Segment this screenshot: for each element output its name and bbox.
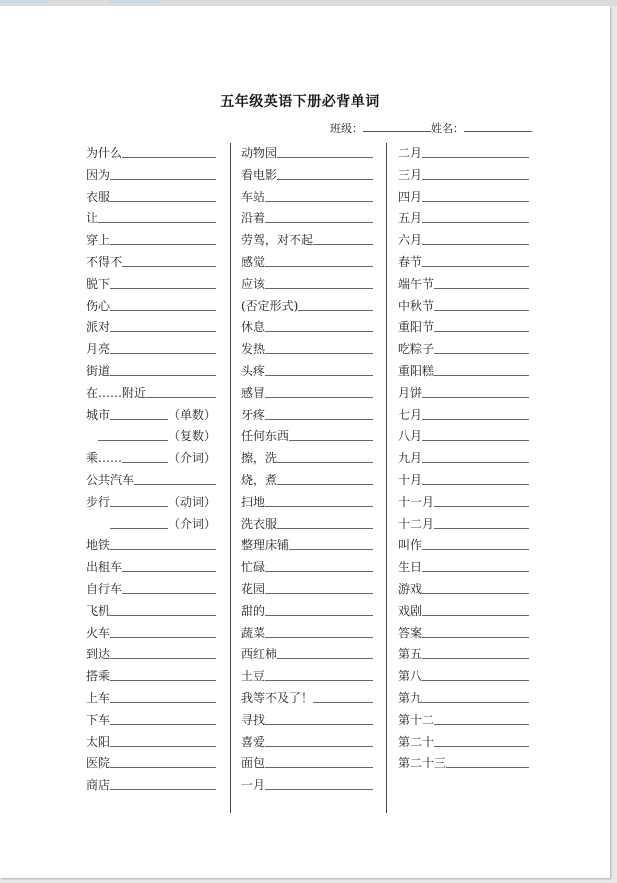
word-label: 为什么 [86,146,123,160]
word-label: 第二十三 [398,756,447,771]
answer-blank[interactable] [265,579,373,594]
word-note: （介词） [167,516,216,531]
answer-blank[interactable] [422,666,529,681]
word-row [398,601,533,623]
name-label: 姓名： [431,122,464,135]
answer-blank[interactable] [422,535,529,550]
word-label: 忙碌 [241,560,266,575]
answer-blank[interactable] [110,317,216,332]
word-label: 下车 [86,712,111,727]
word-row [398,666,533,688]
word-label: 第十二 [398,712,435,727]
word-row [86,274,221,296]
word-row [241,514,379,536]
word-row [241,230,379,252]
word-row [398,339,533,361]
word-row [241,361,379,383]
word-row [398,187,533,209]
word-row [241,426,379,448]
word-label: 第五 [398,647,423,662]
answer-blank[interactable] [110,361,216,376]
word-row [241,296,379,318]
answer-blank[interactable] [422,688,529,703]
word-row [86,470,221,492]
word-row [398,252,533,274]
word-row [398,710,533,732]
word-label: 中秋节 [398,298,435,313]
word-label: 十二月 [398,516,435,531]
word-label: 月亮 [86,342,111,357]
word-label: 街道 [86,363,111,378]
word-row [398,143,533,165]
word-row [398,732,533,754]
word-label: 第八 [398,669,423,684]
word-row [241,274,379,296]
answer-blank[interactable] [313,688,373,703]
word-label: 步行 [86,494,111,509]
word-row [241,666,379,688]
word-row [241,557,379,579]
word-row [86,187,221,209]
word-label: 应该 [241,276,266,291]
answer-blank[interactable] [313,230,373,245]
word-label: 整理床铺 [241,538,290,553]
word-label: 因为 [86,167,111,182]
answer-blank[interactable] [265,187,373,202]
word-row [241,644,379,666]
word-row [398,557,533,579]
word-label: 第二十 [398,734,435,749]
answer-blank[interactable] [422,470,529,485]
answer-blank[interactable] [265,208,373,223]
word-label: 戏剧 [398,603,423,618]
word-label: 十月 [398,472,423,487]
class-blank[interactable] [363,121,431,132]
answer-blank[interactable] [98,426,168,441]
column-divider [386,143,387,813]
word-label: 车站 [241,189,266,204]
word-label: 感冒 [241,385,266,400]
answer-blank[interactable] [265,339,373,354]
answer-blank[interactable] [422,557,529,572]
word-label: 擦，洗 [241,451,278,466]
word-row [86,601,221,623]
answer-blank[interactable] [110,535,216,550]
word-label: 太阳 [86,734,111,749]
word-row [86,143,221,165]
answer-blank[interactable] [110,296,216,311]
word-label: 我等不及了！ [241,690,314,705]
word-row [398,448,533,470]
word-row [398,165,533,187]
word-label: 九月 [398,451,423,466]
word-note: （单数） [167,407,216,422]
word-row [86,710,221,732]
word-label: 沿着 [241,211,266,226]
word-label: 寻找 [241,712,266,727]
word-row [398,296,533,318]
word-row [86,383,221,405]
word-label: 自行车 [86,581,123,596]
word-row [86,557,221,579]
word-row [398,383,533,405]
answer-blank[interactable] [422,165,529,180]
answer-blank[interactable] [110,187,216,202]
word-label: 出租车 [86,560,123,575]
answer-blank[interactable] [277,644,373,659]
word-label: 商店 [86,778,111,793]
word-row [398,623,533,645]
word-row [398,426,533,448]
word-label: 在……附近 [86,385,147,400]
word-row [241,317,379,339]
answer-blank[interactable] [110,165,216,180]
word-label: 六月 [398,233,423,248]
word-label: 甜的 [241,603,266,618]
word-label: 八月 [398,429,423,444]
word-label: 春节 [398,254,423,269]
word-label: 伤心 [86,298,111,313]
word-row [86,732,221,754]
viewer-tab[interactable] [0,0,48,3]
answer-blank[interactable] [434,274,529,289]
answer-blank[interactable] [446,753,529,768]
word-label: 花园 [241,581,266,596]
answer-blank[interactable] [422,252,529,267]
answer-blank[interactable] [265,252,373,267]
word-row [86,492,221,514]
answer-blank[interactable] [277,514,373,529]
word-column-1 [86,143,221,797]
answer-blank[interactable] [422,143,529,158]
word-row [86,688,221,710]
word-label: 衣服 [86,189,111,204]
word-label: 十一月 [398,494,435,509]
word-row [398,644,533,666]
answer-blank[interactable] [265,775,373,790]
answer-blank[interactable] [277,470,373,485]
word-label: 三月 [398,167,423,182]
word-label: 生日 [398,560,423,575]
class-label: 班级： [330,122,363,135]
word-row [86,623,221,645]
answer-blank[interactable] [422,208,529,223]
name-blank[interactable] [464,121,532,132]
answer-blank[interactable] [265,361,373,376]
word-row [241,405,379,427]
answer-blank[interactable] [110,230,216,245]
answer-blank[interactable] [422,448,529,463]
answer-blank[interactable] [110,688,216,703]
word-row [86,775,221,797]
word-row [398,535,533,557]
answer-blank[interactable] [110,732,216,747]
word-note: （动词） [167,494,216,509]
word-label: 发热 [241,342,266,357]
answer-blank[interactable] [434,361,529,376]
answer-blank[interactable] [434,317,529,332]
answer-blank[interactable] [277,448,373,463]
word-label: 喜爱 [241,734,266,749]
word-label: 看电影 [241,167,278,182]
answer-blank[interactable] [110,405,168,420]
answer-blank[interactable] [277,165,373,180]
answer-blank[interactable] [110,339,216,354]
word-row [241,470,379,492]
word-label: 重阳节 [398,320,435,335]
word-row [86,514,221,536]
answer-blank[interactable] [110,601,216,616]
word-row [86,426,221,448]
answer-blank[interactable] [434,339,529,354]
word-label: 土豆 [241,669,266,684]
word-label: 四月 [398,189,423,204]
answer-blank[interactable] [434,732,529,747]
word-label: 到达 [86,647,111,662]
word-row [241,710,379,732]
word-label: 派对 [86,320,111,335]
word-row [398,514,533,536]
answer-blank[interactable] [265,405,373,420]
answer-blank[interactable] [265,601,373,616]
word-row [86,753,221,775]
word-label: 乘…… [86,451,123,466]
word-label: 休息 [241,320,266,335]
word-note: （复数） [167,429,216,444]
word-label: 劳驾，对不起 [241,233,314,248]
word-row [241,688,379,710]
word-note: （介词） [167,451,216,466]
word-row [86,666,221,688]
word-row [86,644,221,666]
word-row [86,317,221,339]
answer-blank[interactable] [434,492,529,507]
answer-blank[interactable] [289,426,373,441]
word-label: 重阳糕 [398,363,435,378]
word-row [241,165,379,187]
word-label: 穿上 [86,233,111,248]
answer-blank[interactable] [277,143,373,158]
word-row [86,448,221,470]
word-row [398,274,533,296]
word-row [86,296,221,318]
word-row [241,208,379,230]
word-row [241,753,379,775]
word-row [241,339,379,361]
word-label: 一月 [241,778,266,793]
answer-blank[interactable] [110,775,216,790]
word-row [86,535,221,557]
answer-blank[interactable] [289,535,373,550]
answer-blank[interactable] [422,405,529,420]
word-row [241,143,379,165]
word-row [241,492,379,514]
answer-blank[interactable] [265,317,373,332]
word-row [398,208,533,230]
word-label: 火车 [86,625,111,640]
word-label: 上车 [86,690,111,705]
word-column-2 [241,143,379,797]
answer-blank[interactable] [434,514,529,529]
word-row [86,405,221,427]
answer-blank[interactable] [265,753,373,768]
word-row [241,601,379,623]
word-label: 月饼 [398,385,423,400]
answer-blank[interactable] [122,252,216,267]
answer-blank[interactable] [122,557,216,572]
word-row [241,187,379,209]
answer-blank[interactable] [422,601,529,616]
word-label: 西红柿 [241,647,278,662]
word-label: 吃粽子 [398,342,435,357]
word-row [398,688,533,710]
word-label: 牙疼 [241,407,266,422]
word-row [86,579,221,601]
answer-blank[interactable] [110,623,216,638]
word-row [241,383,379,405]
word-label: 叫作 [398,538,423,553]
word-label: 二月 [398,146,423,160]
word-row [86,252,221,274]
word-column-3 [398,143,533,775]
answer-blank[interactable] [265,710,373,725]
answer-blank[interactable] [98,208,216,223]
word-label: 面包 [241,756,266,771]
answer-blank[interactable] [265,557,373,572]
word-row [398,230,533,252]
word-label: 任何东西 [241,429,290,444]
word-label: 头疼 [241,363,266,378]
page-title: 五年级英语下册必背单词 [220,94,380,110]
word-label: 第九 [398,690,423,705]
answer-blank[interactable] [265,274,373,289]
answer-blank[interactable] [422,383,529,398]
class-name-line [330,120,532,136]
answer-blank[interactable] [422,644,529,659]
word-row [398,579,533,601]
answer-blank[interactable] [134,470,216,485]
answer-blank[interactable] [110,666,216,681]
word-label: 扫地 [241,494,266,509]
word-label: 城市 [86,407,111,422]
answer-blank[interactable] [298,296,373,311]
word-label: 游戏 [398,581,423,596]
word-row [398,492,533,514]
answer-blank[interactable] [122,143,216,158]
answer-blank[interactable] [110,753,216,768]
document-page [0,6,610,878]
answer-blank[interactable] [265,666,373,681]
answer-blank[interactable] [122,448,168,463]
word-label: 感觉 [241,254,266,269]
word-row [86,230,221,252]
word-label: 公共汽车 [86,472,135,487]
answer-blank[interactable] [146,383,216,398]
word-label: 脱下 [86,276,111,291]
word-label: 飞机 [86,603,111,618]
word-label: 蔬菜 [241,625,266,640]
answer-blank[interactable] [434,296,529,311]
word-label: 五月 [398,211,423,226]
column-divider [230,143,231,813]
word-row [398,470,533,492]
answer-blank[interactable] [110,710,216,725]
word-row [241,732,379,754]
word-row [398,361,533,383]
answer-blank[interactable] [110,274,216,289]
answer-blank[interactable] [422,623,529,638]
word-row [86,361,221,383]
word-label: 动物园 [241,146,278,160]
word-label: 答案 [398,625,423,640]
answer-blank[interactable] [265,492,373,507]
word-row [241,535,379,557]
word-label: 让 [86,211,99,226]
word-label: 医院 [86,756,111,771]
word-row [241,448,379,470]
answer-blank[interactable] [265,732,373,747]
answer-blank[interactable] [422,426,529,441]
word-label: 搭乘 [86,669,111,684]
answer-blank[interactable] [422,187,529,202]
answer-blank[interactable] [122,579,216,594]
word-row [398,753,533,775]
answer-blank[interactable] [110,644,216,659]
word-row [241,623,379,645]
word-row [86,208,221,230]
answer-blank[interactable] [265,623,373,638]
word-row [398,317,533,339]
answer-blank[interactable] [110,492,168,507]
word-row [398,405,533,427]
word-label: (否定形式) [241,298,299,313]
answer-blank[interactable] [422,579,529,594]
word-row [241,775,379,797]
word-row [86,165,221,187]
word-label: 地铁 [86,538,111,553]
answer-blank[interactable] [422,230,529,245]
word-label: 洗衣服 [241,516,278,531]
word-label: 不得不 [86,254,123,269]
answer-blank[interactable] [434,710,529,725]
word-row [241,252,379,274]
word-row [241,579,379,601]
answer-blank[interactable] [265,383,373,398]
word-row [86,339,221,361]
word-label: 端午节 [398,276,435,291]
word-label: 烧，煮 [241,472,278,487]
answer-blank[interactable] [110,514,168,529]
word-label: 七月 [398,407,423,422]
viewer-tab[interactable] [108,0,160,3]
